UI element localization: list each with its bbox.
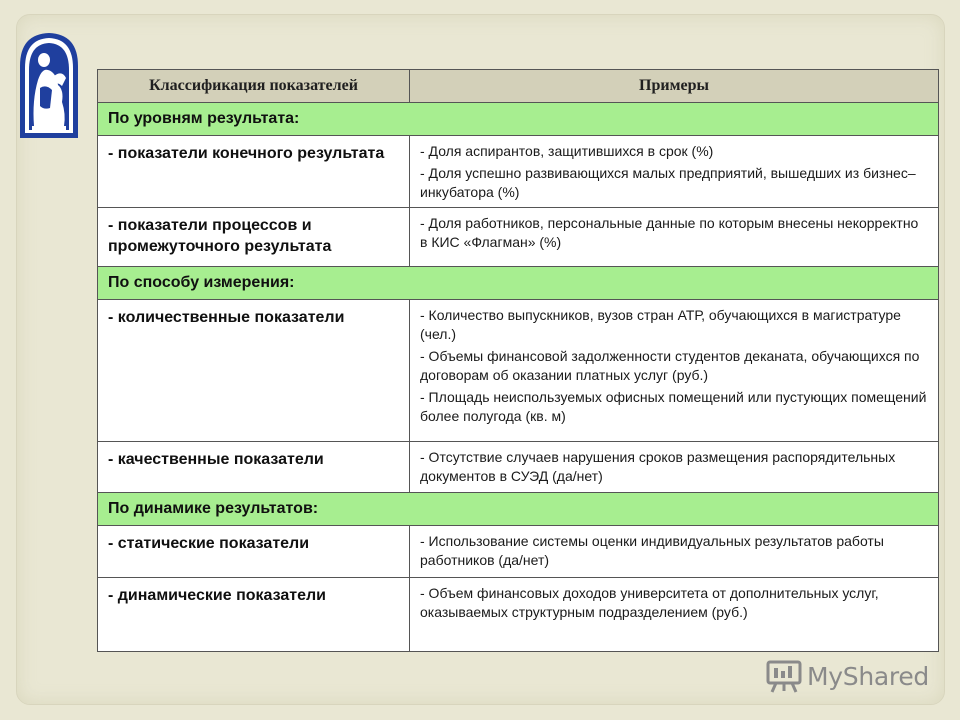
header-examples: Примеры [410,70,939,103]
section-row [98,493,939,526]
table-row [98,442,939,493]
indicator-name: - показатели конечного результата [98,136,410,208]
example-text: - Использование системы оценки индивидуальных результатов работы работников (да/нет) [420,533,884,568]
examples-cell [410,208,939,267]
examples-cell [410,442,939,493]
example-text: - Объемы финансовой задолженности студентов деканата, обучающихся по договорам об оказании платных услуг (руб.) [420,348,920,383]
indicator-name: - количественные показатели [98,300,410,442]
example-text: - Объем финансовых доходов университета от дополнительных услуг, оказываемых структурным подразделением (руб.) [420,585,879,620]
myshared-watermark [766,656,936,696]
table-row [98,208,939,267]
table-row [98,578,939,652]
example-text: - Площадь неиспользуемых офисных помещений или пустующих помещений более полугода (кв. м) [420,389,927,424]
examples-cell [410,578,939,652]
table-header-row [98,70,939,103]
table-row [98,136,939,208]
indicator-name: - динамические показатели [98,578,410,652]
example-text: - Отсутствие случаев нарушения сроков размещения распорядительных документов в СУЭД (да/нет) [420,449,896,484]
section-row [98,103,939,136]
table-row [98,300,939,442]
section-title: По уровням результата: [98,103,939,136]
presentation-board-icon [766,659,802,693]
examples-cell [410,300,939,442]
indicator-name: - статические показатели [98,526,410,578]
section-title: По способу измерения: [98,267,939,300]
examples-cell [410,526,939,578]
example-text: - Доля аспирантов, защитившихся в срок (%) [420,143,714,159]
example-text: - Доля работников, персональные данные по которым внесены некорректно в КИС «Флагман» (%) [420,215,919,250]
table-row [98,526,939,578]
example-text: - Количество выпускников, вузов стран АТР, обучающихся в магистратуре (чел.) [420,307,901,342]
example-text: - Доля успешно развивающихся малых предприятий, вышедших из бизнес–инкубатора (%) [420,165,916,200]
watermark-text: MyShared [807,661,929,691]
indicators-table [97,69,939,652]
indicator-name: - качественные показатели [98,442,410,493]
university-emblem-icon [18,30,80,140]
section-title: По динамике результатов: [98,493,939,526]
examples-cell [410,136,939,208]
indicator-name: - показатели процессов и промежуточного результата [98,208,410,267]
section-row [98,267,939,300]
university-logo [18,30,80,140]
header-classification: Классификация показателей [98,70,410,103]
